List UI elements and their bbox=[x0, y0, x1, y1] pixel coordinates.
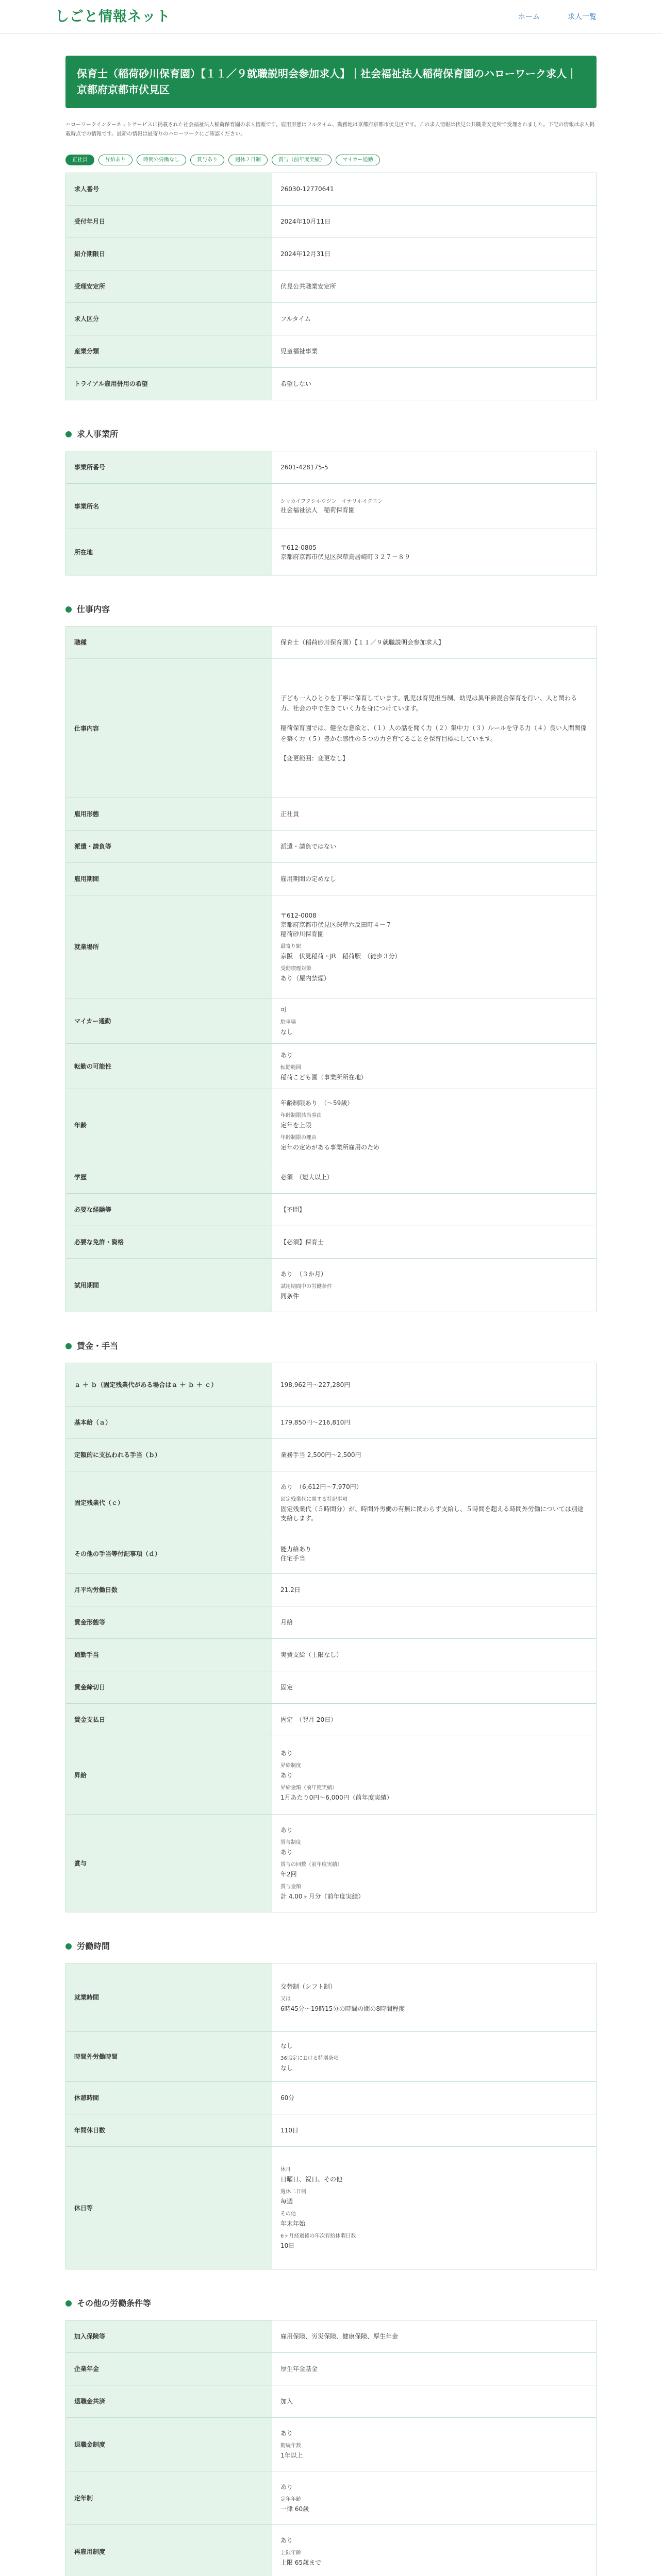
row-value bbox=[272, 1963, 597, 2032]
table-row bbox=[66, 1671, 597, 1704]
trial-sub-value: 同条件 bbox=[280, 1293, 300, 1300]
table-row bbox=[66, 2418, 597, 2471]
row-value: 加入 bbox=[272, 2385, 597, 2418]
employer-table bbox=[65, 451, 597, 575]
rehire-sub: 上限 65歳まで bbox=[280, 2559, 322, 2566]
row-label: ａ ＋ ｂ（固定残業代がある場合はａ ＋ ｂ ＋ ｃ） bbox=[66, 1363, 272, 1406]
section-title: 賃金・手当 bbox=[77, 1341, 119, 1351]
row-value: 2024年10月11日 bbox=[272, 206, 597, 238]
table-row bbox=[66, 626, 597, 659]
rehire-has: あり bbox=[280, 2537, 293, 2544]
row-value: 2024年12月31日 bbox=[272, 238, 597, 270]
row-label: 年齢 bbox=[66, 1089, 272, 1161]
section-title: 求人事業所 bbox=[77, 429, 119, 439]
row-label: 固定残業代（ｃ） bbox=[66, 1471, 272, 1534]
fixed-amount: あり （6,612円〜7,970円） bbox=[280, 1483, 362, 1490]
work-type: 交替制（シフト制） bbox=[280, 1982, 337, 1990]
table-row bbox=[66, 1439, 597, 1471]
table-row bbox=[66, 831, 597, 863]
table-row bbox=[66, 206, 597, 238]
row-value bbox=[272, 2471, 597, 2525]
row-value: 雇用期間の定めなし bbox=[272, 863, 597, 895]
page-title: 保育士（稲荷砂川保育園）【１１／９就職説明会参加求人】｜社会福祉法人稲荷保育園のハローワーク求人｜京都府京都市伏見区 bbox=[65, 56, 597, 108]
row-label: 賃金形態等 bbox=[66, 1606, 272, 1639]
table-row bbox=[66, 863, 597, 895]
row-value: 伏見公共職業安定所 bbox=[272, 270, 597, 303]
row-label: 定年制 bbox=[66, 2471, 272, 2525]
feature-tags bbox=[65, 155, 597, 165]
row-label: トライアル雇用併用の希望 bbox=[66, 368, 272, 400]
disclaimer-text: ハローワークインターネットサービスに掲載された社会福祉法人稲荷保育園の求人情報です。雇用形態はフルタイム、勤務地は京都府京都市伏見区です。この求人情報は伏見公共職業安定所で受理されました。下記の情報は求人掲載時点での情報です。最新の情報は最寄りのハローワークにご確認ください。 bbox=[65, 122, 595, 137]
place-zip: 〒612-0008 bbox=[280, 911, 317, 919]
holiday-label: その他 bbox=[280, 2211, 296, 2217]
place-name: 稲荷砂川保育園 bbox=[280, 930, 324, 938]
raise-sys-label: 昇給制度 bbox=[280, 1762, 301, 1769]
bonus-has: あり bbox=[280, 1826, 293, 1834]
row-label: 事業所番号 bbox=[66, 451, 272, 484]
fixed-sub-value: 固定残業代（５時間分）が、時間外労働の有無に関わらず支給し、５時間を超える時間外労働については別途支給します。 bbox=[280, 1505, 584, 1522]
row-value bbox=[272, 2147, 597, 2269]
overtime-has: なし bbox=[280, 2042, 293, 2049]
row-value: 固定 bbox=[272, 1671, 597, 1704]
row-value: 【不問】 bbox=[272, 1194, 597, 1226]
row-label: 定額的に支払われる手当（ｂ） bbox=[66, 1439, 272, 1471]
row-label: 必要な経験等 bbox=[66, 1194, 272, 1226]
bonus-sys: あり bbox=[280, 1849, 293, 1856]
row-value: 希望しない bbox=[272, 368, 597, 400]
tag-item: 週休２日制 bbox=[228, 155, 268, 165]
raise-prev-label: 昇給金額（前年度実績） bbox=[280, 1785, 337, 1791]
nav-home-link[interactable]: ホーム bbox=[518, 12, 540, 21]
table-row bbox=[66, 451, 597, 484]
table-row bbox=[66, 238, 597, 270]
main-content bbox=[65, 34, 597, 2576]
raise-sys: あり bbox=[280, 1771, 293, 1779]
bullet-dot-icon bbox=[65, 606, 72, 613]
bonus-sys-label: 賞与制度 bbox=[280, 1840, 301, 1845]
row-label: 受付年月日 bbox=[66, 206, 272, 238]
table-row bbox=[66, 1534, 597, 1574]
bullet-dot-icon bbox=[65, 1943, 72, 1950]
row-value bbox=[272, 1534, 597, 1574]
row-label: 年間休日数 bbox=[66, 2114, 272, 2147]
table-row bbox=[66, 1963, 597, 2032]
raise-prev: 1月あたり0円～6,000円（前年度実績） bbox=[280, 1793, 393, 1801]
row-value: 正社員 bbox=[272, 798, 597, 831]
other-allowance: 住宅手当 bbox=[280, 1555, 306, 1562]
row-label: 休憩時間 bbox=[66, 2082, 272, 2114]
row-label: 求人区分 bbox=[66, 303, 272, 335]
holiday-value: 毎週 bbox=[280, 2197, 293, 2205]
row-value bbox=[272, 1815, 597, 1912]
row-label: 所在地 bbox=[66, 529, 272, 575]
row-value bbox=[272, 1044, 597, 1089]
table-row bbox=[66, 2353, 597, 2385]
table-row bbox=[66, 2320, 597, 2353]
row-label: マイカー通勤 bbox=[66, 998, 272, 1044]
table-row bbox=[66, 1736, 597, 1815]
table-row bbox=[66, 1574, 597, 1606]
row-value: 2601-428175-5 bbox=[272, 451, 597, 484]
parking-value: なし bbox=[280, 1028, 293, 1036]
place-smoke: あり（屋内禁煙） bbox=[280, 974, 330, 982]
row-label: 賃金支払日 bbox=[66, 1704, 272, 1736]
section-heading-employer bbox=[65, 428, 597, 440]
row-label: 転勤の可能性 bbox=[66, 1044, 272, 1089]
table-row bbox=[66, 2471, 597, 2525]
raise-has: あり bbox=[280, 1749, 293, 1757]
holiday-value: 年末年始 bbox=[280, 2219, 306, 2227]
retire-age-label: 定年年齢 bbox=[280, 2497, 301, 2502]
other-allowance: 能力給あり bbox=[280, 1546, 312, 1553]
row-value bbox=[272, 659, 597, 798]
parking-label: 駐車場 bbox=[280, 1020, 296, 1025]
row-label: 休日等 bbox=[66, 2147, 272, 2269]
work-sub-label: 又は bbox=[280, 1996, 291, 2002]
section-heading-job bbox=[65, 603, 597, 616]
row-label: 加入保険等 bbox=[66, 2320, 272, 2353]
rehire-sub-label: 上限年齢 bbox=[280, 2550, 301, 2556]
table-row bbox=[66, 2082, 597, 2114]
row-value bbox=[272, 1471, 597, 1534]
employer-name-kana: シャカイフクシホウジン イナリホイクエン bbox=[280, 499, 383, 504]
place-address: 京都府京都市伏見区深草六反田町４－７ bbox=[280, 921, 392, 928]
holiday-value: 日曜日、祝日、その他 bbox=[280, 2175, 343, 2183]
row-label: 退職金共済 bbox=[66, 2385, 272, 2418]
row-value: 26030-12770641 bbox=[272, 173, 597, 206]
retire-age-has: あり bbox=[280, 2483, 293, 2490]
retire-sub-label: 勤続年数 bbox=[280, 2443, 301, 2449]
tag-item: マイカー通勤 bbox=[336, 155, 380, 165]
table-row bbox=[66, 484, 597, 529]
table-row bbox=[66, 173, 597, 206]
table-row bbox=[66, 2385, 597, 2418]
retire-has: あり bbox=[280, 2430, 293, 2437]
holiday-label: 6ヶ月経過後の年次有給休暇日数 bbox=[280, 2233, 356, 2239]
section-heading-conditions bbox=[65, 2297, 597, 2310]
bonus-amount: 計 4.00ヶ月分（前年度実績） bbox=[280, 1893, 365, 1900]
row-label: 月平均労働日数 bbox=[66, 1574, 272, 1606]
tag-item: 昇給あり bbox=[98, 155, 133, 165]
table-row bbox=[66, 2525, 597, 2576]
table-row bbox=[66, 1704, 597, 1736]
row-label: 派遣・請負等 bbox=[66, 831, 272, 863]
age-reason-label: 年齢制限の理由 bbox=[280, 1134, 317, 1141]
row-value: 児童福祉事業 bbox=[272, 335, 597, 368]
table-row bbox=[66, 270, 597, 303]
employer-zip: 〒612-0805 bbox=[280, 544, 317, 551]
tag-item: 時間外労働なし bbox=[137, 155, 186, 165]
bonus-times-label: 賞与の回数（前年度実績） bbox=[280, 1862, 342, 1868]
job-table bbox=[65, 626, 597, 1312]
transfer-area-label: 転勤範囲 bbox=[280, 1065, 301, 1071]
row-label: 求人番号 bbox=[66, 173, 272, 206]
site-header bbox=[0, 0, 662, 34]
table-row bbox=[66, 1044, 597, 1089]
row-label: 雇用期間 bbox=[66, 863, 272, 895]
row-label: 通勤手当 bbox=[66, 1639, 272, 1671]
table-row bbox=[66, 1226, 597, 1259]
row-label: 賃金締切日 bbox=[66, 1671, 272, 1704]
basic-info-table bbox=[65, 173, 597, 400]
row-value: 月給 bbox=[272, 1606, 597, 1639]
age-range: 定年を上限 bbox=[280, 1121, 312, 1129]
trial-value: あり （３か月） bbox=[280, 1270, 327, 1278]
employer-name: 社会福祉法人 稲荷保育園 bbox=[280, 506, 355, 514]
table-row bbox=[66, 1363, 597, 1406]
table-row bbox=[66, 998, 597, 1044]
table-row bbox=[66, 1089, 597, 1161]
row-value bbox=[272, 529, 597, 575]
age-reason: 定年の定めがある事業所雇用のため bbox=[280, 1143, 380, 1151]
site-logo[interactable]: しごと情報ネット bbox=[55, 8, 171, 25]
row-value: 110日 bbox=[272, 2114, 597, 2147]
age-range-label: 年齢制限該当事由 bbox=[280, 1112, 322, 1118]
conditions-table bbox=[65, 2320, 597, 2576]
row-value bbox=[272, 1736, 597, 1815]
row-label: 受理安定所 bbox=[66, 270, 272, 303]
tag-item: 正社員 bbox=[65, 155, 94, 165]
bonus-amount-label: 賞与金額 bbox=[280, 1884, 301, 1890]
job-content-paragraph: 【変更範囲：変更なし】 bbox=[280, 755, 349, 762]
age-limit: 年齢制限あり （～59歳） bbox=[280, 1099, 354, 1107]
row-label: 必要な免許・資格 bbox=[66, 1226, 272, 1259]
row-value: 雇用保険、労災保険、健康保険、厚生年金 bbox=[272, 2320, 597, 2353]
transfer-value: あり bbox=[280, 1052, 293, 1059]
row-label: 学歴 bbox=[66, 1161, 272, 1194]
table-row bbox=[66, 1815, 597, 1912]
holiday-value: 10日 bbox=[280, 2242, 295, 2249]
row-value bbox=[272, 2525, 597, 2576]
row-value: 派遣・請負ではない bbox=[272, 831, 597, 863]
row-value: 実費支給（上限なし） bbox=[272, 1639, 597, 1671]
retire-age: 一律 60歳 bbox=[280, 2505, 309, 2513]
trial-sub-label: 試用期間中の労働条件 bbox=[280, 1284, 332, 1290]
bullet-dot-icon bbox=[65, 431, 72, 437]
section-heading-wage bbox=[65, 1340, 597, 1352]
bullet-dot-icon bbox=[65, 1343, 72, 1349]
table-row bbox=[66, 2147, 597, 2269]
table-row bbox=[66, 529, 597, 575]
row-value bbox=[272, 2418, 597, 2471]
nav-job-list-link[interactable]: 求人一覧 bbox=[568, 12, 597, 21]
table-row bbox=[66, 1259, 597, 1312]
row-label: 産業分類 bbox=[66, 335, 272, 368]
overtime-sub: なし bbox=[280, 2064, 293, 2072]
table-row bbox=[66, 1194, 597, 1226]
row-label: 就業場所 bbox=[66, 895, 272, 998]
transfer-area-value: 稲荷こども園（事業所所在地） bbox=[280, 1074, 368, 1081]
hours-table bbox=[65, 1963, 597, 2269]
row-label: 昇給 bbox=[66, 1736, 272, 1815]
place-smoke-label: 受動喫煙対策 bbox=[280, 965, 311, 972]
row-label: 仕事内容 bbox=[66, 659, 272, 798]
row-label: 職種 bbox=[66, 626, 272, 659]
row-value: 固定 （翌月 20日） bbox=[272, 1704, 597, 1736]
place-station: 京阪 伏見稲荷・JR 稲荷駅 （徒歩３分） bbox=[280, 952, 401, 960]
row-value bbox=[272, 1259, 597, 1312]
table-row bbox=[66, 1606, 597, 1639]
row-label: 試用期間 bbox=[66, 1259, 272, 1312]
row-value bbox=[272, 895, 597, 998]
table-row bbox=[66, 2032, 597, 2082]
table-row bbox=[66, 1406, 597, 1439]
holiday-label: 休日 bbox=[280, 2166, 291, 2173]
job-content-paragraph: 稲荷保育園では、健全な意欲と、（１）人の話を聞く力（２）集中力（３）ルールを守る力（４）良い人間関係を築く力（５）豊かな感性の５つの力を育てることを保育目標にしています。 bbox=[280, 724, 587, 742]
row-label: その他の手当等付記事項（ｄ） bbox=[66, 1534, 272, 1574]
row-value: 業務手当 2,500円〜2,500円 bbox=[272, 1439, 597, 1471]
retire-sub: 1年以上 bbox=[280, 2452, 303, 2459]
table-row bbox=[66, 659, 597, 798]
row-value: 60分 bbox=[272, 2082, 597, 2114]
row-value: 198,962円〜227,280円 bbox=[272, 1363, 597, 1406]
section-title: 仕事内容 bbox=[77, 604, 110, 614]
row-label: 基本給（ａ） bbox=[66, 1406, 272, 1439]
row-value bbox=[272, 484, 597, 529]
row-value: フルタイム bbox=[272, 303, 597, 335]
place-station-label: 最寄り駅 bbox=[280, 943, 301, 950]
row-label: 再雇用制度 bbox=[66, 2525, 272, 2576]
table-row bbox=[66, 368, 597, 400]
row-label: 就業時間 bbox=[66, 1963, 272, 2032]
row-value bbox=[272, 2032, 597, 2082]
work-detail: 6時45分〜19時15分の時間の間の8時間程度 bbox=[280, 2005, 405, 2012]
row-value bbox=[272, 998, 597, 1044]
row-label: 退職金制度 bbox=[66, 2418, 272, 2471]
row-value: 厚生年金基金 bbox=[272, 2353, 597, 2385]
bonus-times: 年2回 bbox=[280, 1871, 297, 1878]
overtime-sub-label: 36協定における特別条項 bbox=[280, 2055, 339, 2061]
table-row bbox=[66, 798, 597, 831]
table-row bbox=[66, 1639, 597, 1671]
section-title: 労働時間 bbox=[77, 1941, 110, 1951]
employer-address: 京都府京都市伏見区深草鳥居崎町３２７－８９ bbox=[280, 553, 411, 561]
row-value: 【必須】保育士 bbox=[272, 1226, 597, 1259]
tag-item: 賞与（前年度実績） bbox=[272, 155, 332, 165]
table-row bbox=[66, 1161, 597, 1194]
tag-item: 賞与あり bbox=[190, 155, 224, 165]
table-row bbox=[66, 1471, 597, 1534]
row-label: 事業所名 bbox=[66, 484, 272, 529]
top-nav bbox=[518, 12, 597, 23]
holiday-label: 週休二日制 bbox=[280, 2189, 306, 2195]
fixed-sub-label: 固定残業代に関する特記事項 bbox=[280, 1497, 347, 1502]
row-value: 21.2日 bbox=[272, 1574, 597, 1606]
table-row bbox=[66, 2114, 597, 2147]
table-row bbox=[66, 335, 597, 368]
row-value bbox=[272, 1089, 597, 1161]
car-value: 可 bbox=[280, 1006, 287, 1013]
table-row bbox=[66, 303, 597, 335]
section-title: その他の労働条件等 bbox=[77, 2298, 152, 2308]
row-label: 時間外労働時間 bbox=[66, 2032, 272, 2082]
table-row bbox=[66, 895, 597, 998]
row-value: 保育士（稲荷砂川保育園）【１１／９就職説明会参加求人】 bbox=[272, 626, 597, 659]
row-label: 紹介期限日 bbox=[66, 238, 272, 270]
row-value: 179,850円〜216,810円 bbox=[272, 1406, 597, 1439]
row-label: 企業年金 bbox=[66, 2353, 272, 2385]
wage-table bbox=[65, 1363, 597, 1912]
row-label: 賞与 bbox=[66, 1815, 272, 1912]
job-content-paragraph: 子ども一人ひとりを丁寧に保育しています。乳児は育児担当制、幼児は異年齢混合保育を行い、人と関わる力、社会の中で生きていく力を身につけています。 bbox=[280, 694, 577, 712]
bullet-dot-icon bbox=[65, 2300, 72, 2307]
row-value: 必須 （短大以上） bbox=[272, 1161, 597, 1194]
row-label: 雇用形態 bbox=[66, 798, 272, 831]
section-heading-hours bbox=[65, 1940, 597, 1953]
